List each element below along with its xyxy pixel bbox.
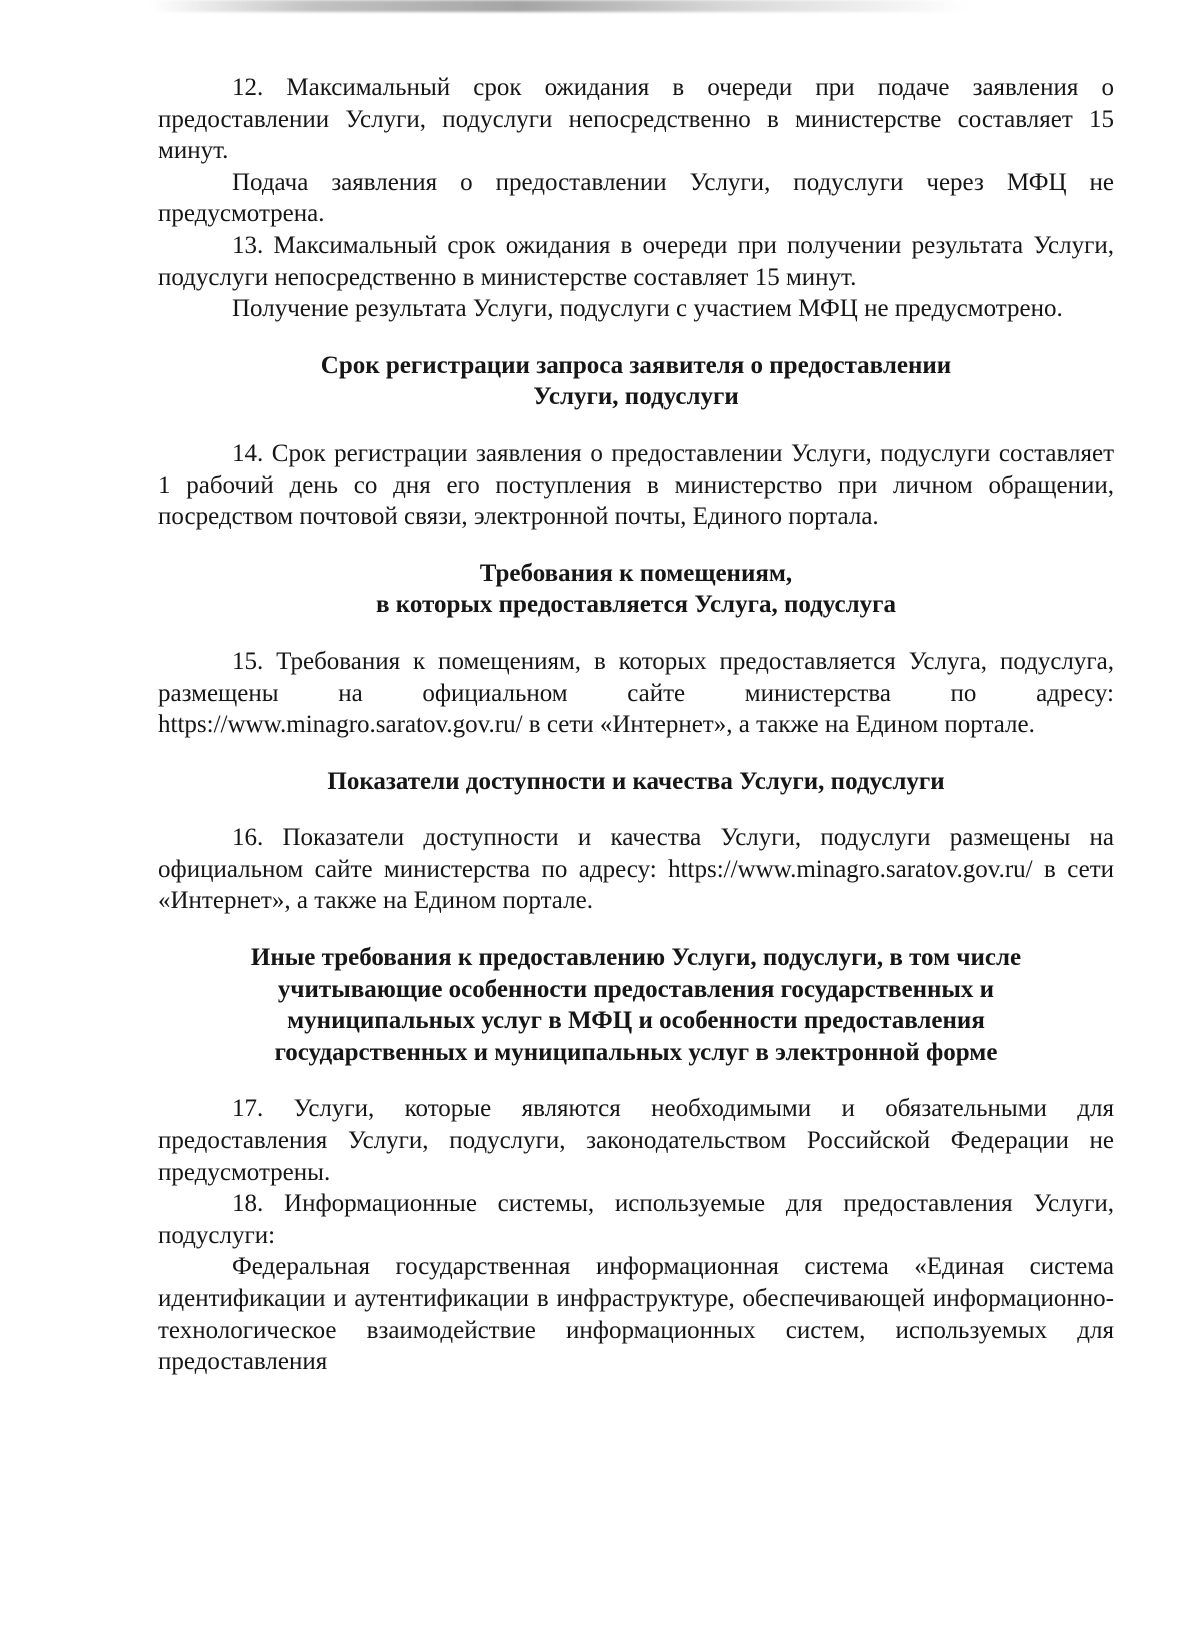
heading-registration-term [158, 350, 1114, 413]
paragraph-15: 15. Требования к помещениям, в которых предоставляется Услуга, подуслуга, размещены на официальном сайте министерства по адресу: https://www.minagro.saratov.gov.ru/ в сети «Интернет», а также на Едином портале. [158, 647, 1114, 739]
paragraph-16: 16. Показатели доступности и качества Услуги, подуслуги размещены на официальном сайте министерства по адресу: https://www.minagro.saratov.gov.ru/ в сети «Интернет», а также на Едином портале. [158, 824, 1114, 915]
heading-quality-indicators: Показатели доступности и качества Услуги, подуслуги [327, 767, 945, 795]
heading-other-line-2: учитывающие особенности предоставления государственных и [277, 975, 995, 1003]
paragraph-14: 14. Срок регистрации заявления о предоставлении Услуги, подуслуги составляет 1 рабочий день со дня его поступления в министерство при личном обращении, посредством почтовой связи, электронной почты, Единого портала. [158, 439, 1114, 531]
scan-edge-artifact [150, 0, 970, 12]
paragraph-18-systems: Федеральная государственная информационная система «Единая система идентификации и аутентификации в инфраструктуре, обеспечивающей информационно-технологическое взаимодействие информационных систем, используемых для предоставления [158, 1253, 1114, 1376]
paragraph-17: 17. Услуги, которые являются необходимыми и обязательными для предоставления Услуги, подуслуги, законодательством Российской Федерации не предусмотрены. [158, 1095, 1114, 1186]
paragraph-13-note: Получение результата Услуги, подуслуги с участием МФЦ не предусмотрено. [232, 295, 1063, 323]
paragraph-12: 12. Максимальный срок ожидания в очереди при подаче заявления о предоставлении Услуги, подуслуги непосредственно в министерстве составляет 15 минут. [158, 74, 1114, 165]
paragraph-12-note: Подача заявления о предоставлении Услуги, подуслуги через МФЦ не предусмотрена. [158, 168, 1114, 228]
heading-registration-line-2: Услуги, подуслуги [533, 383, 739, 411]
heading-registration-line-1: Срок регистрации запроса заявителя о предоставлении [320, 351, 952, 379]
heading-other-requirements [158, 942, 1114, 1068]
heading-other-line-1: Иные требования к предоставлению Услуги, подуслуги, в том числе [250, 944, 1022, 972]
paragraph-18: 18. Информационные системы, используемые для предоставления Услуги, подуслуги: [158, 1190, 1114, 1249]
paragraph-13: 13. Максимальный срок ожидания в очереди при получении результата Услуги, подуслуги непосредственно в министерстве составляет 15 минут. [158, 231, 1114, 291]
heading-premises-line-2: в которых предоставляется Услуга, подуслуга [376, 591, 896, 619]
heading-other-line-3: муниципальных услуг в МФЦ и особенности предоставления [287, 1007, 985, 1035]
document-page [158, 72, 1114, 1378]
heading-premises-line-1: Требования к помещениям, [479, 559, 793, 587]
heading-premises-requirements [158, 558, 1114, 621]
heading-other-line-4: государственных и муниципальных услуг в электронной форме [274, 1038, 998, 1066]
